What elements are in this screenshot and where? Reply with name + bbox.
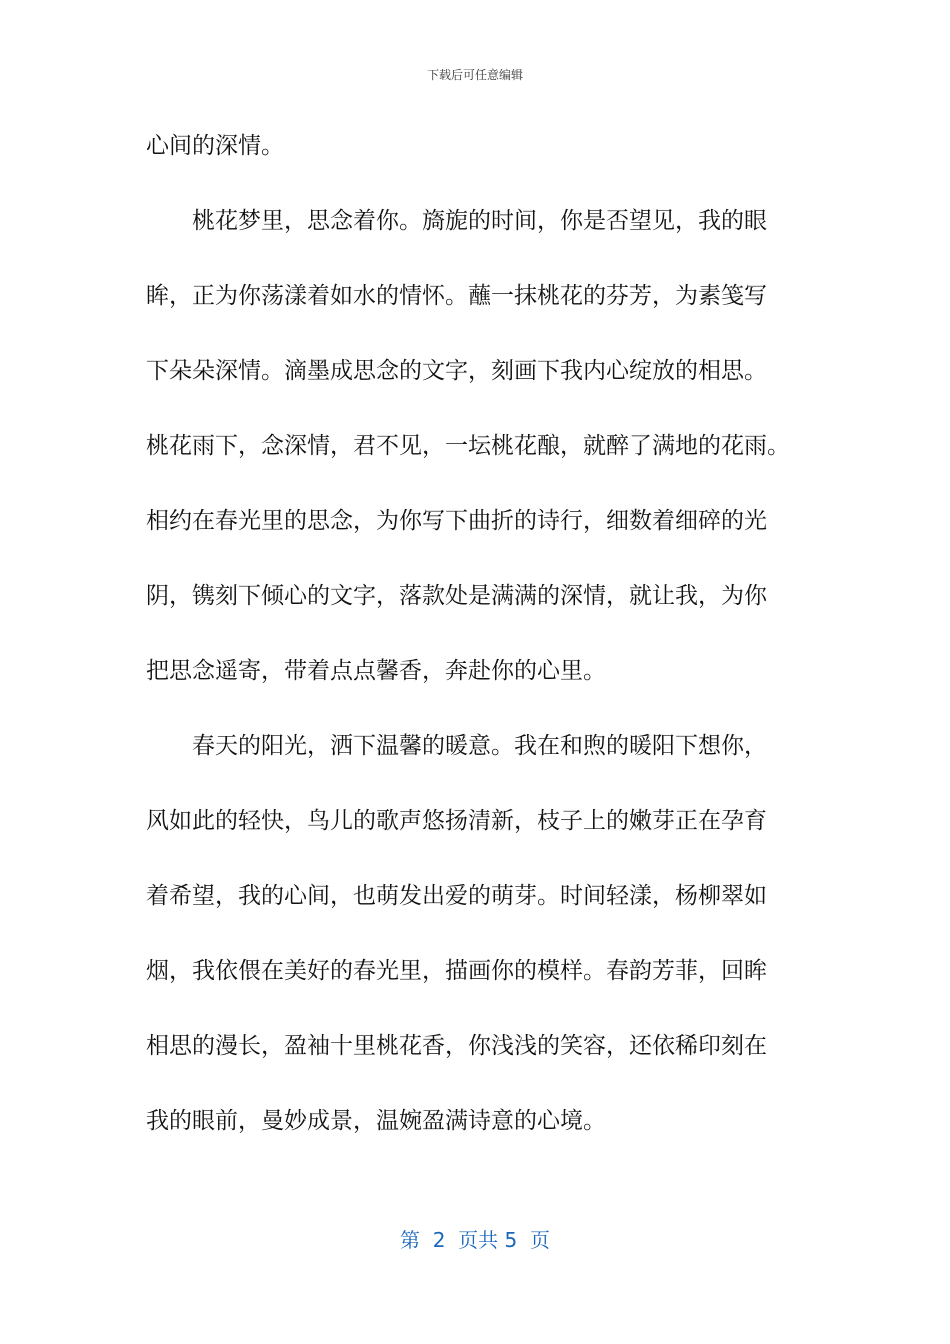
text-line: 心间的深情。 (146, 133, 284, 159)
document-body (146, 124, 816, 1174)
text-line: 下朵朵深情。滴墨成思念的文字，刻画下我内心绽放的相思。 (146, 358, 767, 384)
text-line: 阴，镌刻下倾心的文字，落款处是满满的深情，就让我，为你 (146, 583, 767, 609)
text-line: 着希望，我的心间，也萌发出爱的萌芽。时间轻漾，杨柳翠如 (146, 883, 767, 909)
header-note: 下载后可任意编辑 (426, 68, 523, 82)
text-line: 相约在春光里的思念，为你写下曲折的诗行，细数着细碎的光 (146, 508, 767, 534)
text-line: 眸，正为你荡漾着如水的情怀。蘸一抹桃花的芬芳，为素笺写 (146, 283, 767, 309)
text-line: 烟，我依偎在美好的春光里，描画你的模样。春韵芳菲，回眸 (146, 958, 767, 984)
paragraph-start-line: 春天的阳光，洒下温馨的暖意。我在和煦的暖阳下想你， (192, 733, 767, 759)
text-line: 相思的漫长，盈袖十里桃花香，你浅浅的笑容，还依稀印刻在 (146, 1033, 767, 1059)
text-line: 桃花雨下，念深情，君不见，一坛桃花酿，就醉了满地的花雨。 (146, 433, 790, 459)
text-line: 我的眼前，曼妙成景，温婉盈满诗意的心境。 (146, 1108, 606, 1134)
paragraph-start-line: 桃花梦里，思念着你。旖旎的时间，你是否望见，我的眼 (192, 208, 767, 234)
page-number-footer: 第 2 页共 5 页 (400, 1228, 550, 1252)
text-line: 把思念遥寄，带着点点馨香，奔赴你的心里。 (146, 658, 606, 684)
text-line: 风如此的轻快，鸟儿的歌声悠扬清新，枝子上的嫩芽正在孕育 (146, 808, 767, 834)
